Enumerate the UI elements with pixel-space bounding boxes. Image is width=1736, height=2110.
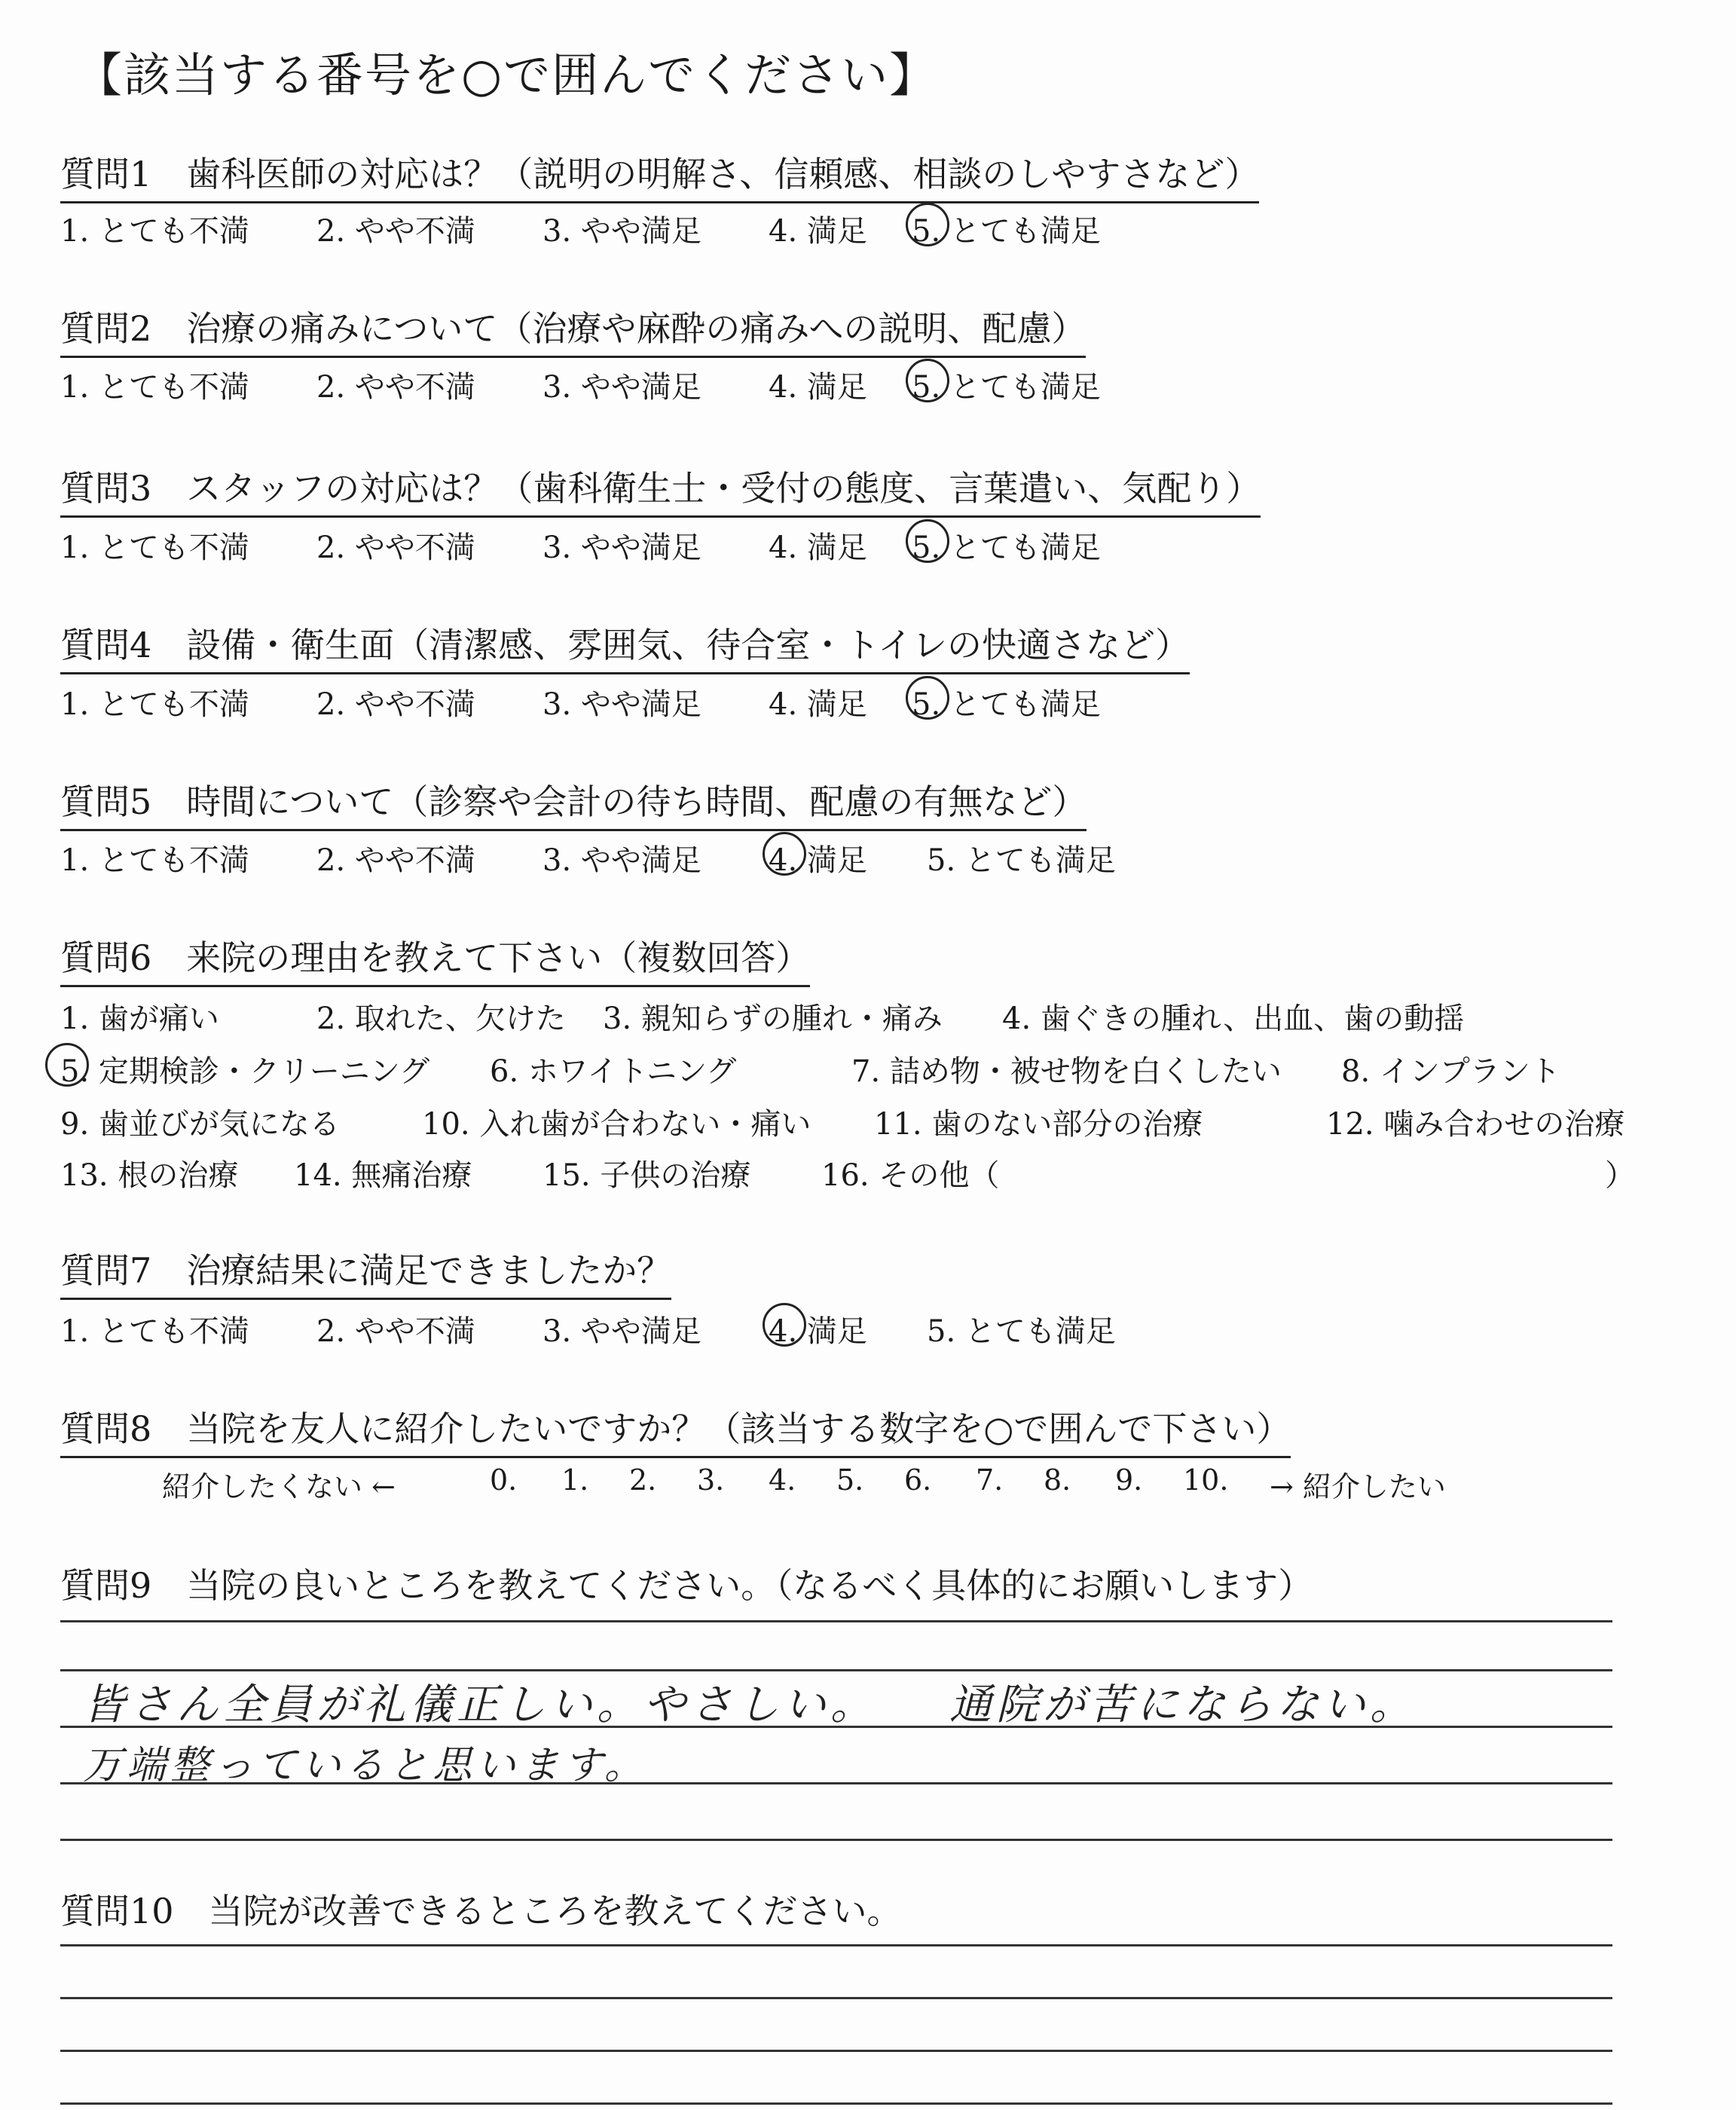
q6-title: 質問6 来院の理由を教えて下さい（複数回答）	[60, 931, 810, 987]
q8-scale-7[interactable]: 7.	[976, 1463, 1004, 1497]
q4-option-5[interactable]: 5. とても満足	[912, 680, 1101, 723]
selection-circle-icon	[45, 1043, 89, 1087]
q8-scale-2[interactable]: 2.	[629, 1463, 657, 1497]
q1-option-1[interactable]: 1. とても不満	[60, 214, 249, 249]
page-header: 【該当する番号を○で囲んでください】	[75, 47, 938, 102]
q6-option-16[interactable]: 16. その他（	[821, 1158, 1000, 1193]
q5-option-4[interactable]: 4. 満足	[769, 836, 867, 879]
q10-answer-rule-2	[60, 1997, 1612, 1999]
q3-options	[60, 524, 1266, 569]
q3-option-2[interactable]: 2. やや不満	[316, 531, 475, 565]
q5-option-5[interactable]: 5. とても満足	[927, 843, 1116, 878]
q7-option-5[interactable]: 5. とても満足	[927, 1314, 1116, 1349]
q8-scale-0[interactable]: 0.	[490, 1463, 518, 1497]
q6-option-10[interactable]: 10. 入れ歯が合わない・痛い	[422, 1107, 811, 1142]
q4-option-2[interactable]: 2. やや不満	[316, 687, 475, 722]
q1-option-4[interactable]: 4. 満足	[769, 214, 867, 249]
q1-option-3[interactable]: 3. やや満足	[542, 214, 701, 249]
q2-option-2[interactable]: 2. やや不満	[316, 370, 475, 405]
q1-options	[60, 207, 1266, 252]
q5-options	[60, 836, 1266, 882]
q9-handwritten-answer-1[interactable]: 皆さん全員が礼儀正しい。やさしい。 通院が苦にならない。	[83, 1680, 1417, 1729]
q6-option-15[interactable]: 15. 子供の治療	[542, 1158, 751, 1193]
q6-option-14[interactable]: 14. 無痛治療	[294, 1158, 472, 1193]
selection-circle-icon	[906, 519, 949, 563]
q9-answer-rule-5	[60, 1839, 1612, 1841]
q1-title: 質問1 歯科医師の対応は？（説明の明解さ、信頼感、相談のしやすさなど）	[60, 147, 1259, 203]
q6-option-3[interactable]: 3. 親知らずの腫れ・痛み	[603, 1001, 943, 1036]
q7-title: 質問7 治療結果に満足できましたか？	[60, 1243, 671, 1300]
q8-scale-5[interactable]: 5.	[836, 1463, 864, 1497]
q1-option-5[interactable]: 5. とても満足	[912, 207, 1101, 250]
q8-scale-8[interactable]: 8.	[1044, 1463, 1071, 1497]
q9-handwritten-answer-2[interactable]: 万端整っていると思います。	[83, 1743, 648, 1788]
q7-option-3[interactable]: 3. やや満足	[542, 1314, 701, 1349]
q2-option-5[interactable]: 5. とても満足	[912, 363, 1101, 406]
q8-scale-3[interactable]: 3.	[697, 1463, 725, 1497]
q6-other-close-paren: ）	[1605, 1158, 1635, 1193]
q2-title: 質問2 治療の痛みについて（治療や麻酔の痛みへの説明、配慮）	[60, 301, 1086, 358]
q3-option-4[interactable]: 4. 満足	[769, 531, 867, 565]
q6-row-4	[60, 1151, 1643, 1197]
selection-circle-icon	[906, 203, 949, 246]
q6-option-12[interactable]: 12. 噛み合わせの治療	[1326, 1107, 1625, 1142]
q6-option-2[interactable]: 2. 取れた、欠けた	[316, 1001, 566, 1036]
q10-answer-rule-1	[60, 1944, 1612, 1946]
q8-scale-1[interactable]: 1.	[561, 1463, 589, 1497]
q6-row-2	[60, 1047, 1658, 1093]
q8-scale-4[interactable]: 4.	[769, 1463, 796, 1497]
q6-option-4[interactable]: 4. 歯ぐきの腫れ、出血、歯の動揺	[1002, 1001, 1465, 1036]
q7-option-4[interactable]: 4. 満足	[769, 1307, 867, 1350]
q4-option-3[interactable]: 3. やや満足	[542, 687, 701, 722]
q8-scale-6[interactable]: 6.	[904, 1463, 932, 1497]
q10-title: 質問10 当院が改善できるところを教えてください。	[60, 1891, 902, 1931]
q7-option-1[interactable]: 1. とても不満	[60, 1314, 249, 1349]
q6-option-1[interactable]: 1. 歯が痛い	[60, 1001, 219, 1036]
q4-title: 質問4 設備・衛生面（清潔感、雰囲気、待合室・トイレの快適さなど）	[60, 618, 1190, 674]
q2-option-1[interactable]: 1. とても不満	[60, 370, 249, 405]
q5-option-2[interactable]: 2. やや不満	[316, 843, 475, 878]
q8-scale-10[interactable]: 10.	[1183, 1463, 1229, 1497]
q5-title: 質問5 時間について（診察や会計の待ち時間、配慮の有無など）	[60, 775, 1087, 831]
q8-title: 質問8 当院を友人に紹介したいですか？（該当する数字を○で囲んで下さい）	[60, 1402, 1291, 1458]
q6-option-5[interactable]: 5. 定期検診・クリーニング	[60, 1047, 429, 1090]
q7-option-2[interactable]: 2. やや不満	[316, 1314, 475, 1349]
q8-left-label: 紹介したくない ←	[162, 1470, 396, 1503]
selection-circle-icon	[763, 1303, 806, 1347]
q3-option-3[interactable]: 3. やや満足	[542, 531, 701, 565]
q1-option-2[interactable]: 2. やや不満	[316, 214, 475, 249]
q4-options	[60, 680, 1266, 726]
selection-circle-icon	[763, 832, 806, 876]
q9-title: 質問9 当院の良いところを教えてください。（なるべく具体的にお願いします）	[60, 1565, 1313, 1606]
q10-answer-rule-3	[60, 2050, 1612, 2052]
q6-option-6[interactable]: 6. ホワイトニング	[490, 1054, 737, 1089]
q6-option-9[interactable]: 9. 歯並びが気になる	[60, 1107, 340, 1142]
q8-scale-9[interactable]: 9.	[1115, 1463, 1143, 1497]
q5-option-3[interactable]: 3. やや満足	[542, 843, 701, 878]
q10-answer-rule-4	[60, 2102, 1612, 2105]
q2-option-3[interactable]: 3. やや満足	[542, 370, 701, 405]
q9-answer-rule-1	[60, 1620, 1612, 1622]
q3-option-5[interactable]: 5. とても満足	[912, 524, 1101, 567]
selection-circle-icon	[906, 676, 949, 720]
q8-right-label: → 紹介したい	[1270, 1470, 1446, 1503]
q7-options	[60, 1307, 1266, 1353]
q4-option-4[interactable]: 4. 満足	[769, 687, 867, 722]
q3-option-1[interactable]: 1. とても不満	[60, 531, 249, 565]
q6-option-8[interactable]: 8. インプラント	[1341, 1054, 1560, 1089]
q6-option-7[interactable]: 7. 詰め物・被せ物を白くしたい	[851, 1054, 1282, 1089]
selection-circle-icon	[906, 359, 949, 402]
q6-row-1	[60, 995, 1643, 1040]
q3-title: 質問3 スタッフの対応は？（歯科衛生士・受付の態度、言葉遣い、気配り）	[60, 461, 1261, 518]
q2-option-4[interactable]: 4. 満足	[769, 370, 867, 405]
q5-option-1[interactable]: 1. とても不満	[60, 843, 249, 878]
q6-option-13[interactable]: 13. 根の治療	[60, 1158, 239, 1193]
q8-scale	[162, 1463, 1518, 1509]
q2-options	[60, 363, 1266, 408]
q4-option-1[interactable]: 1. とても不満	[60, 687, 249, 722]
q6-row-3	[60, 1100, 1680, 1145]
q6-option-11[interactable]: 11. 歯のない部分の治療	[874, 1107, 1203, 1142]
